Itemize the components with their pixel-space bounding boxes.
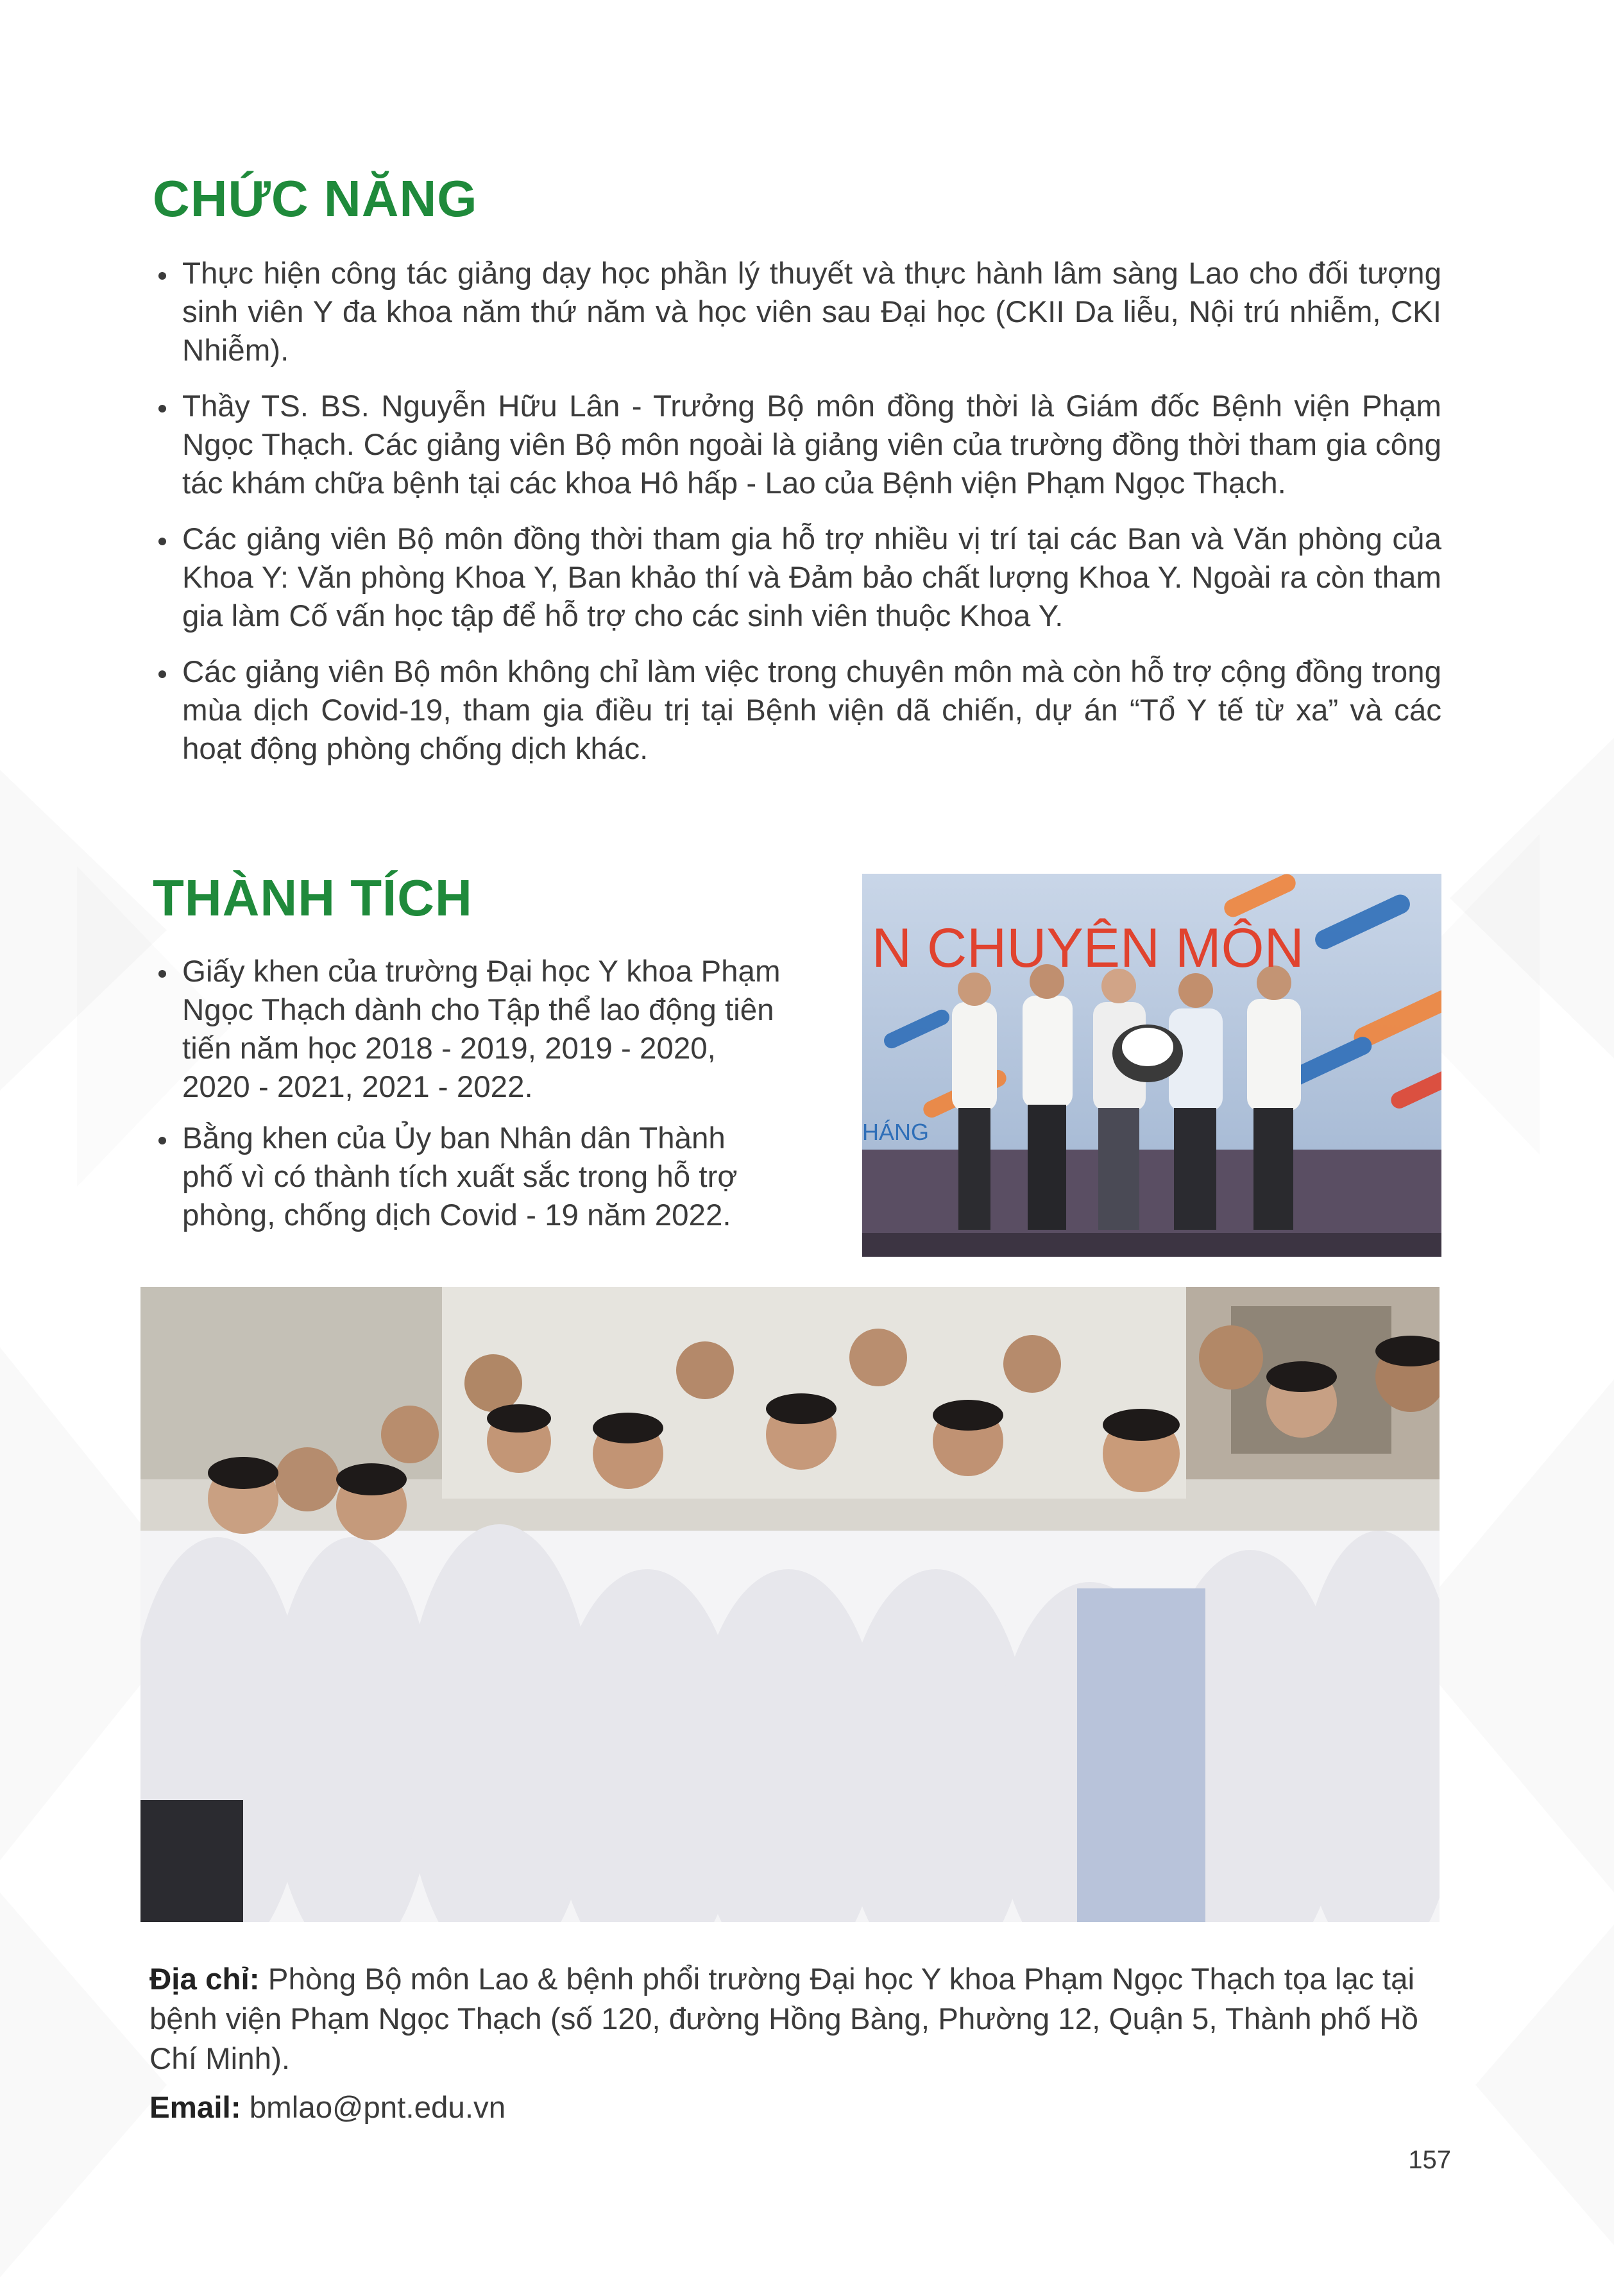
list-item-text: Bằng khen của Ủy ban Nhân dân Thành phố vì có thành tích xuất sắc trong hỗ trợ phòng, chống dịch Covid - 19 năm 2022. <box>182 1121 738 1232</box>
banner-text: N CHUYÊN MÔN <box>872 917 1304 979</box>
achievements-heading: THÀNH TÍCH <box>153 869 473 926</box>
bullet-icon <box>158 670 166 678</box>
list-item-text: Thầy TS. BS. Nguyễn Hữu Lân - Trưởng Bộ môn đồng thời là Giám đốc Bệnh viện Phạm Ngọc Thạch. Các giảng viên Bộ môn ngoài là giảng viên của trường đồng thời tham gia công tác khám chữa bệnh tại các khoa Hô hấp - Lao của Bệnh viện Phạm Ngọc Thạch. <box>182 389 1441 500</box>
banner-sub-text: HÁNG <box>862 1119 930 1145</box>
bullet-icon <box>158 970 166 978</box>
bullet-icon <box>158 1137 166 1144</box>
address-text: Phòng Bộ môn Lao & bệnh phổi trường Đại học Y khoa Phạm Ngọc Thạch tọa lạc tại bệnh viện Phạm Ngọc Thạch (số 120, đường Hồng Bàng, Phường 12, Quận 5, Thành phố Hồ Chí Minh). <box>149 1962 1418 2076</box>
address-paragraph <box>149 1960 1452 2079</box>
list-item <box>152 520 1441 636</box>
email-paragraph <box>149 2088 1452 2128</box>
list-item <box>152 1119 781 1235</box>
list-item-text: Thực hiện công tác giảng dạy học phần lý thuyết và thực hành lâm sàng Lao cho đối tượng sinh viên Y đa khoa năm thứ năm và học viên sau Đại học (CKII Da liễu, Nội trú nhiễm, CKI Nhiễm). <box>182 257 1441 368</box>
list-item-text: Các giảng viên Bộ môn không chỉ làm việc trong chuyên môn mà còn hỗ trợ cộng đồng trong mùa dịch Covid-19, tham gia điều trị tại Bệnh viện dã chiến, dự án “Tổ Y tế từ xa” và các hoạt động phòng chống dịch khác. <box>182 655 1441 766</box>
page-number: 157 <box>1408 2146 1451 2174</box>
list-item <box>152 387 1441 503</box>
award-ceremony-photo <box>862 874 1441 1257</box>
list-item <box>152 953 781 1107</box>
bullet-icon <box>158 405 166 412</box>
list-item <box>152 255 1441 370</box>
list-item-text: Giấy khen của trường Đại học Y khoa Phạm Ngọc Thạch dành cho Tập thể lao động tiên tiến năm học 2018 - 2019, 2019 - 2020, 2020 - 2021, 2021 - 2022. <box>182 955 781 1104</box>
group-photo <box>140 1287 1440 1922</box>
bullet-icon <box>158 538 166 545</box>
functions-heading: CHỨC NĂNG <box>153 170 478 227</box>
list-item <box>152 653 1441 769</box>
email-text: bmlao@pnt.edu.vn <box>241 2091 506 2125</box>
list-item-text: Các giảng viên Bộ môn đồng thời tham gia hỗ trợ nhiều vị trí tại các Ban và Văn phòng của Khoa Y: Văn phòng Khoa Y, Ban khảo thí và Đảm bảo chất lượng Khoa Y. Ngoài ra còn tham gia làm Cố vấn học tập để hỗ trợ cho các sinh viên thuộc Khoa Y. <box>182 522 1441 633</box>
functions-list <box>152 255 1441 786</box>
bullet-icon <box>158 272 166 280</box>
email-label: Email: <box>149 2091 241 2125</box>
achievements-list <box>152 953 781 1248</box>
address-label: Địa chỉ: <box>149 1962 260 1996</box>
